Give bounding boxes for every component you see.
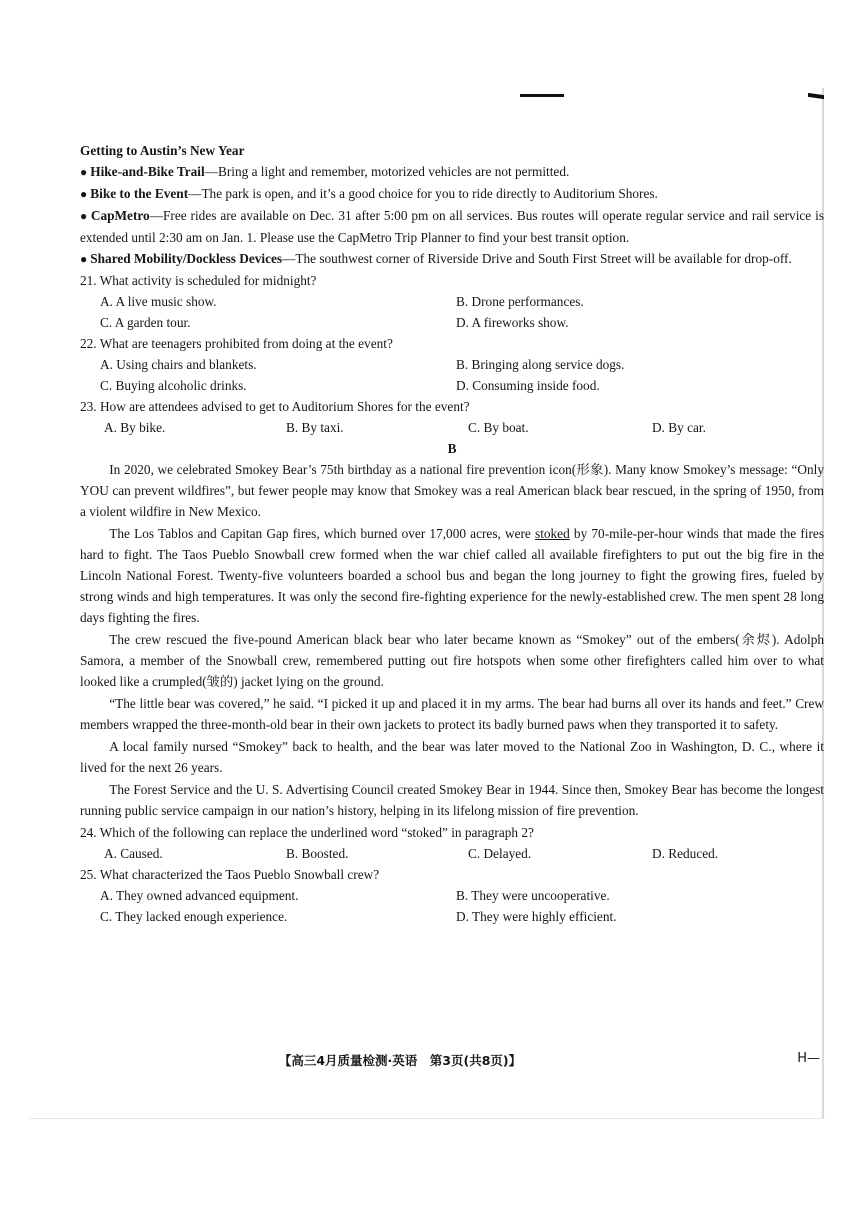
bullet-icon: ●: [80, 165, 88, 179]
bullet-icon: ●: [80, 252, 88, 266]
top-dash-mark: [520, 94, 564, 97]
corner-mark: [808, 93, 824, 99]
scan-edge-bottom: [30, 1118, 825, 1119]
question-24-options: [80, 843, 824, 864]
option-c[interactable]: C. By boat.: [468, 420, 529, 435]
question-23-stem: 23. How are attendees advised to get to Auditorium Shores for the event?: [80, 399, 470, 414]
option-b[interactable]: B. They were uncooperative.: [456, 888, 610, 903]
bullet-label: CapMetro: [90, 208, 150, 223]
option-d[interactable]: D. They were highly efficient.: [456, 909, 617, 924]
passage-paragraph-6: The Forest Service and the U. S. Advertising Council created Smokey Bear in 1944. Since then, Smokey Bear has become the longest running public service campaign in our nation’s history, helping in its lifelong mission of fire prevention.: [80, 782, 824, 818]
bullet-item-shared-mobility: [80, 248, 824, 270]
option-c[interactable]: C. A garden tour.: [100, 315, 191, 330]
bullet-text: —The southwest corner of Riverside Drive and South First Street will be available for drop-off.: [282, 251, 792, 266]
question-21-stem: 21. What activity is scheduled for midnight?: [80, 273, 317, 288]
bullet-text: —Free rides are available on Dec. 31 after 5:00 pm on all services. Bus routes will operate regular service and rail service is extended until 2:30 am on Jan. 1. Please use the CapMetro Trip Planner to find your best transit option.: [80, 208, 824, 245]
section-b-heading: B: [447, 441, 457, 456]
option-d[interactable]: D. By car.: [652, 420, 706, 435]
option-b[interactable]: B. Boosted.: [286, 846, 349, 861]
option-c[interactable]: C. Buying alcoholic drinks.: [100, 378, 247, 393]
bullet-label: Hike-and-Bike Trail: [90, 164, 205, 179]
option-a[interactable]: A. By bike.: [104, 420, 166, 435]
option-a[interactable]: A. They owned advanced equipment.: [100, 888, 299, 903]
underlined-word: stoked: [535, 526, 570, 541]
bullet-item-bike: [80, 183, 824, 205]
option-b[interactable]: B. By taxi.: [286, 420, 344, 435]
paragraph-2-before: The Los Tablos and Capitan Gap fires, which burned over 17,000 acres, were: [109, 526, 536, 541]
bullet-icon: ●: [80, 187, 88, 201]
paragraph-2-after: by 70-mile-per-hour winds that made the fires hard to fight. The Taos Pueblo Snowball crew formed when the war chief called all available firefighters to put out the big fire in the Lincoln National Forest. Twenty-five volunteers boarded a school bus and began the long journey to fight the growing fires, fueled by strong winds and high temperatures. It was only the second fire-fighting experience for the newly-established crew. The men spent 28 long days fighting the fires.: [80, 526, 824, 625]
option-a[interactable]: A. A live music show.: [100, 294, 217, 309]
option-a[interactable]: A. Using chairs and blankets.: [100, 357, 257, 372]
passage-paragraph-3: The crew rescued the five-pound American black bear who later became known as “Smokey” out of the embers(余烬). Adolph Samora, a member of the Snowball crew, remembered putting out fire hotspots when some other firefighters called him over to what looked like a crumpled(皱的) jacket lying on the ground.: [80, 632, 824, 689]
bullet-text: —Bring a light and remember, motorized vehicles are not permitted.: [204, 164, 570, 179]
option-d[interactable]: D. Reduced.: [652, 846, 719, 861]
question-21-options: [80, 291, 824, 333]
question-24-stem: 24. Which of the following can replace the underlined word “stoked” in paragraph 2?: [80, 825, 534, 840]
passage-paragraph-1: In 2020, we celebrated Smokey Bear’s 75th birthday as a national fire prevention icon(形象). Many know Smokey’s message: “Only YOU can prevent wildfires”, but fewer people may know that Smokey was a real American black bear rescued, in the spring of 1950, from a violent wildfire in New Mexico.: [80, 462, 824, 519]
question-25-options: [80, 885, 824, 927]
question-23-options: [80, 417, 824, 438]
option-c[interactable]: C. They lacked enough experience.: [100, 909, 288, 924]
question-22-stem: 22. What are teenagers prohibited from doing at the event?: [80, 336, 393, 351]
bullet-text: —The park is open, and it’s a good choice for you to ride directly to Auditorium Shores.: [188, 186, 658, 201]
bullet-label: Bike to the Event: [90, 186, 189, 201]
bullet-item-hike: [80, 161, 824, 183]
passage-paragraph-4: “The little bear was covered,” he said. “I picked it up and placed it in my arms. The bear had burns all over its hands and feet.” Crew members wrapped the three-month-old bear in their own jackets to protect its badly burned paws when they transported it to safety.: [80, 696, 824, 732]
option-d[interactable]: D. A fireworks show.: [456, 315, 569, 330]
option-d[interactable]: D. Consuming inside food.: [456, 378, 600, 393]
option-a[interactable]: A. Caused.: [104, 846, 163, 861]
page-content: [80, 140, 824, 927]
page-footer: [80, 1051, 824, 1073]
passage-paragraph-5: A local family nursed “Smokey” back to health, and the bear was later moved to the National Zoo in Washington, D. C., where it lived for the next 26 years.: [80, 739, 824, 775]
option-b[interactable]: B. Bringing along service dogs.: [456, 357, 625, 372]
option-c[interactable]: C. Delayed.: [468, 846, 532, 861]
bullet-label: Shared Mobility/Dockless Devices: [90, 251, 283, 266]
option-b[interactable]: B. Drone performances.: [456, 294, 584, 309]
bullet-icon: ●: [80, 209, 88, 223]
footer-code: H—: [797, 1051, 820, 1066]
footer-page-info: 【高三4月质量检测·英语 第3页(共8页)】: [278, 1053, 522, 1068]
bullet-item-capmetro: [80, 205, 824, 248]
question-25-stem: 25. What characterized the Taos Pueblo Snowball crew?: [80, 867, 380, 882]
section-title: Getting to Austin’s New Year: [80, 143, 245, 158]
passage-paragraph-2: [80, 523, 824, 628]
question-22-options: [80, 354, 824, 396]
